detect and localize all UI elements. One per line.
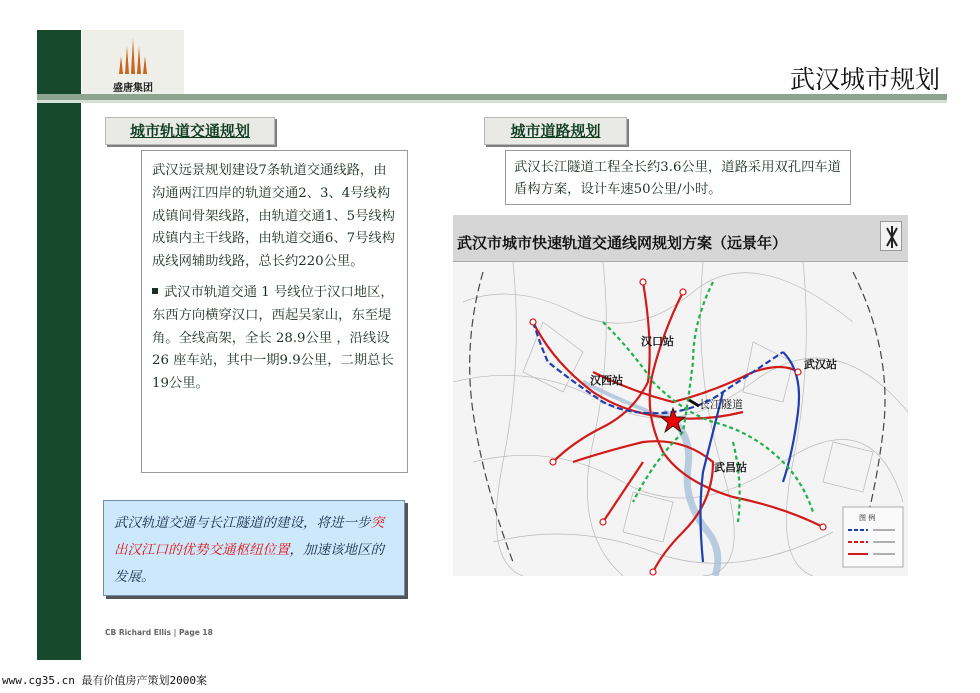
page-title: 武汉城市规划 [789, 65, 940, 94]
rail-paragraph-2-text: 武汉市轨道交通 1 号线位于汉口地区，东西方向横穿汉口，西起吴家山，东至堤角。全线高架，全长 28.9公里 ，沿线设 26 座车站，其中一期9.9公里，二期总长19公里。 [152, 284, 394, 392]
road-paragraph: 武汉长江隧道工程全长约3.6公里，道路采用双孔四车道盾构方案，设计车速50公里/小时。 [514, 160, 841, 197]
footer-site-text: www.cg35.cn 最有价值房产策划2000案 [2, 674, 207, 687]
logo-emblem-icon [115, 36, 151, 76]
rail-section-title: 城市轨道交通规划 [129, 122, 250, 140]
map-title-bar [453, 215, 908, 262]
road-text-box [505, 150, 851, 205]
map-label-wuhan: 武汉站 [804, 358, 837, 371]
map-label-hankou: 汉口站 [641, 335, 674, 348]
map-emblem-icon [880, 221, 902, 251]
footer-page-credit: CB Richard Ellis | Page 18 [105, 628, 213, 637]
note-text-before: 武汉轨道交通与长江隧道的建设，将进一步 [114, 515, 371, 531]
rail-text-box [141, 150, 408, 473]
map-legend [843, 507, 903, 567]
rail-section-tab [105, 117, 275, 145]
header-rule-light [37, 100, 947, 103]
note-text-after: ，加速该地区的发展。 [114, 542, 384, 585]
left-accent-bar [37, 30, 81, 660]
road-section-title: 城市道路规划 [510, 122, 601, 140]
company-logo [82, 30, 184, 96]
map-label-wuchang: 武昌站 [714, 461, 747, 474]
bullet-icon [152, 288, 158, 294]
rail-paragraph-1: 武汉远景规划建设7条轨道交通线路，由沟通两江四岸的轨道交通2、3、4号线构成镇间骨架线路，由轨道交通1、5号线构成镇内主干线路，由轨道交通6、7号线构成线网辅助线路，总长约220公里。 [152, 163, 395, 270]
map-legend-title: 图 例 [859, 514, 876, 522]
summary-note-box [103, 500, 405, 596]
logo-text: 盛唐集团 [113, 83, 153, 94]
note-highlight: 突出汉江口的优势交通枢纽位置 [114, 515, 384, 558]
map-label-hanxi: 汉西站 [590, 374, 623, 387]
rail-paragraph-2 [152, 282, 397, 396]
map-title: 武汉市城市快速轨道交通线网规划方案（远景年） [457, 234, 788, 252]
transit-map [453, 262, 908, 576]
road-section-tab [484, 117, 627, 145]
map-label-tunnel: 长江隧道 [699, 398, 743, 411]
